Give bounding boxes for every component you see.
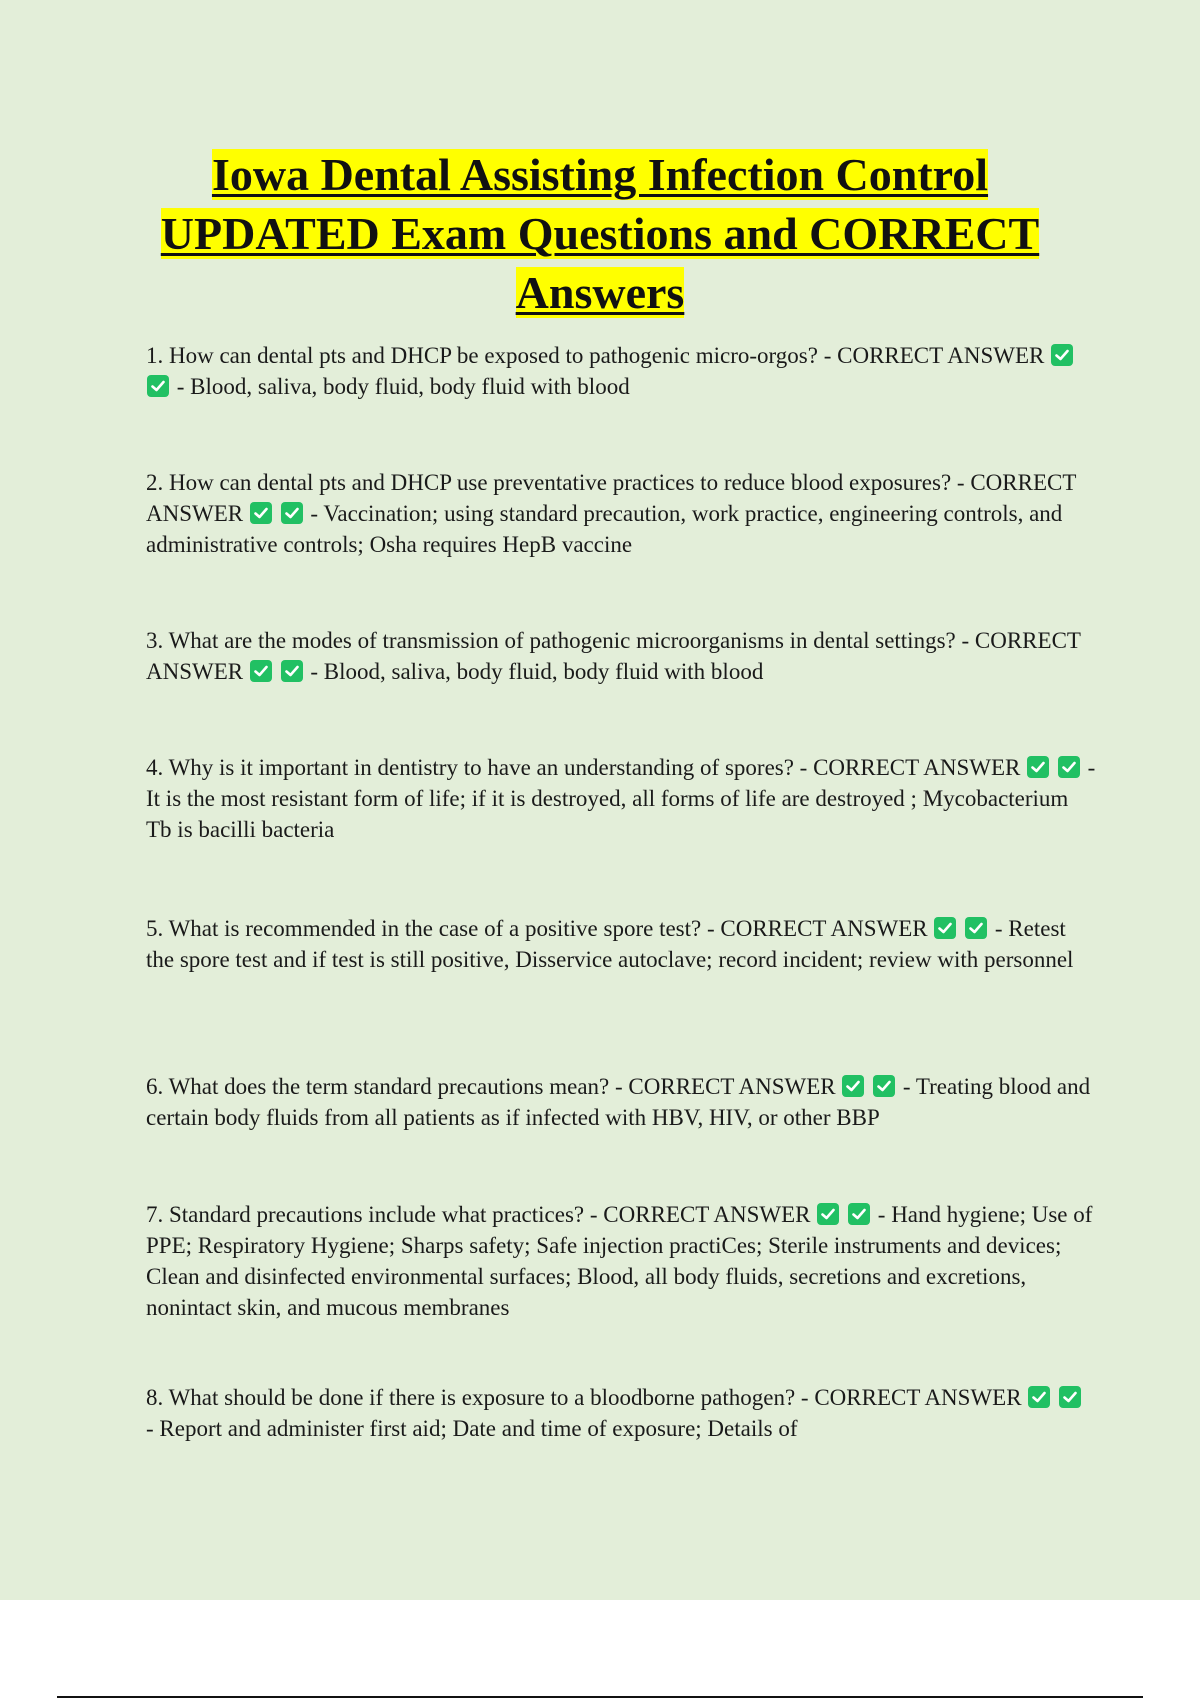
check-icon (1059, 1386, 1081, 1408)
check-icon (842, 1075, 864, 1097)
answer-text: - Blood, saliva, body fluid, body fluid with blood (310, 659, 764, 684)
check-icon (965, 917, 987, 939)
document-title (0, 145, 1200, 322)
answer-text: - Retest the spore test and if test is still positive, Disservice autoclave; record incident; review with personnel (146, 916, 1074, 972)
qa-item-5 (146, 913, 1096, 975)
question-text: 6. What does the term standard precautions mean? - CORRECT ANSWER (146, 1074, 836, 1099)
question-text: 8. What should be done if there is exposure to a bloodborne pathogen? - CORRECT ANSWER (146, 1385, 1022, 1410)
check-icon (1051, 344, 1073, 366)
check-icon (281, 502, 303, 524)
check-icon (873, 1075, 895, 1097)
check-icon (817, 1203, 839, 1225)
check-icon (1027, 756, 1049, 778)
qa-item-6 (146, 1071, 1096, 1133)
qa-item-4 (146, 752, 1096, 845)
check-icon (250, 660, 272, 682)
check-icon (934, 917, 956, 939)
question-text: 4. Why is it important in dentistry to have an understanding of spores? - CORRECT ANSWER (146, 755, 1021, 780)
answer-text: - Blood, saliva, body fluid, body fluid with blood (176, 374, 630, 399)
qa-item-2 (146, 467, 1096, 560)
question-text: 1. How can dental pts and DHCP be exposed to pathogenic micro-orgos? - CORRECT ANSWER (146, 343, 1045, 368)
question-text: 7. Standard precautions include what practices? - CORRECT ANSWER (146, 1202, 811, 1227)
qa-item-7 (146, 1199, 1096, 1323)
qa-item-1 (146, 340, 1096, 402)
title-line-1: Iowa Dental Assisting Infection Control (211, 149, 989, 200)
check-icon (250, 502, 272, 524)
question-text: 3. What are the modes of transmission of pathogenic microorganisms in dental settings? - CORRECT ANSWER (146, 628, 1081, 684)
title-line-2: UPDATED Exam Questions and CORRECT (160, 208, 1040, 259)
qa-item-8 (146, 1382, 1096, 1444)
check-icon (147, 375, 169, 397)
title-line-3: Answers (515, 267, 685, 318)
check-icon (1028, 1386, 1050, 1408)
question-text: 2. How can dental pts and DHCP use preventative practices to reduce blood exposures? - CORRECT ANSWER (146, 470, 1076, 526)
question-text: 5. What is recommended in the case of a positive spore test? - CORRECT ANSWER (146, 916, 928, 941)
qa-item-3 (146, 625, 1096, 687)
answer-text: - It is the most resistant form of life; if it is destroyed, all forms of life are destroyed ; Mycobacterium Tb is bacilli bacteria (146, 755, 1096, 842)
check-icon (848, 1203, 870, 1225)
check-icon (281, 660, 303, 682)
answer-text: - Report and administer first aid; Date and time of exposure; Details of (146, 1416, 798, 1441)
answer-text: - Hand hygiene; Use of PPE; Respiratory Hygiene; Sharps safety; Safe injection practiCes; Sterile instruments and devices; Clean and disinfected environmental surfaces; Blood, all body fluids, secretions and excretions, nonintact skin, and mucous membranes (146, 1202, 1093, 1320)
bottom-divider (57, 1696, 1143, 1698)
check-icon (1058, 756, 1080, 778)
answer-text: - Vaccination; using standard precaution, work practice, engineering controls, and administrative controls; Osha requires HepB vaccine (146, 501, 1063, 557)
answer-text: - Treating blood and certain body fluids from all patients as if infected with HBV, HIV, or other BBP (146, 1074, 1091, 1130)
